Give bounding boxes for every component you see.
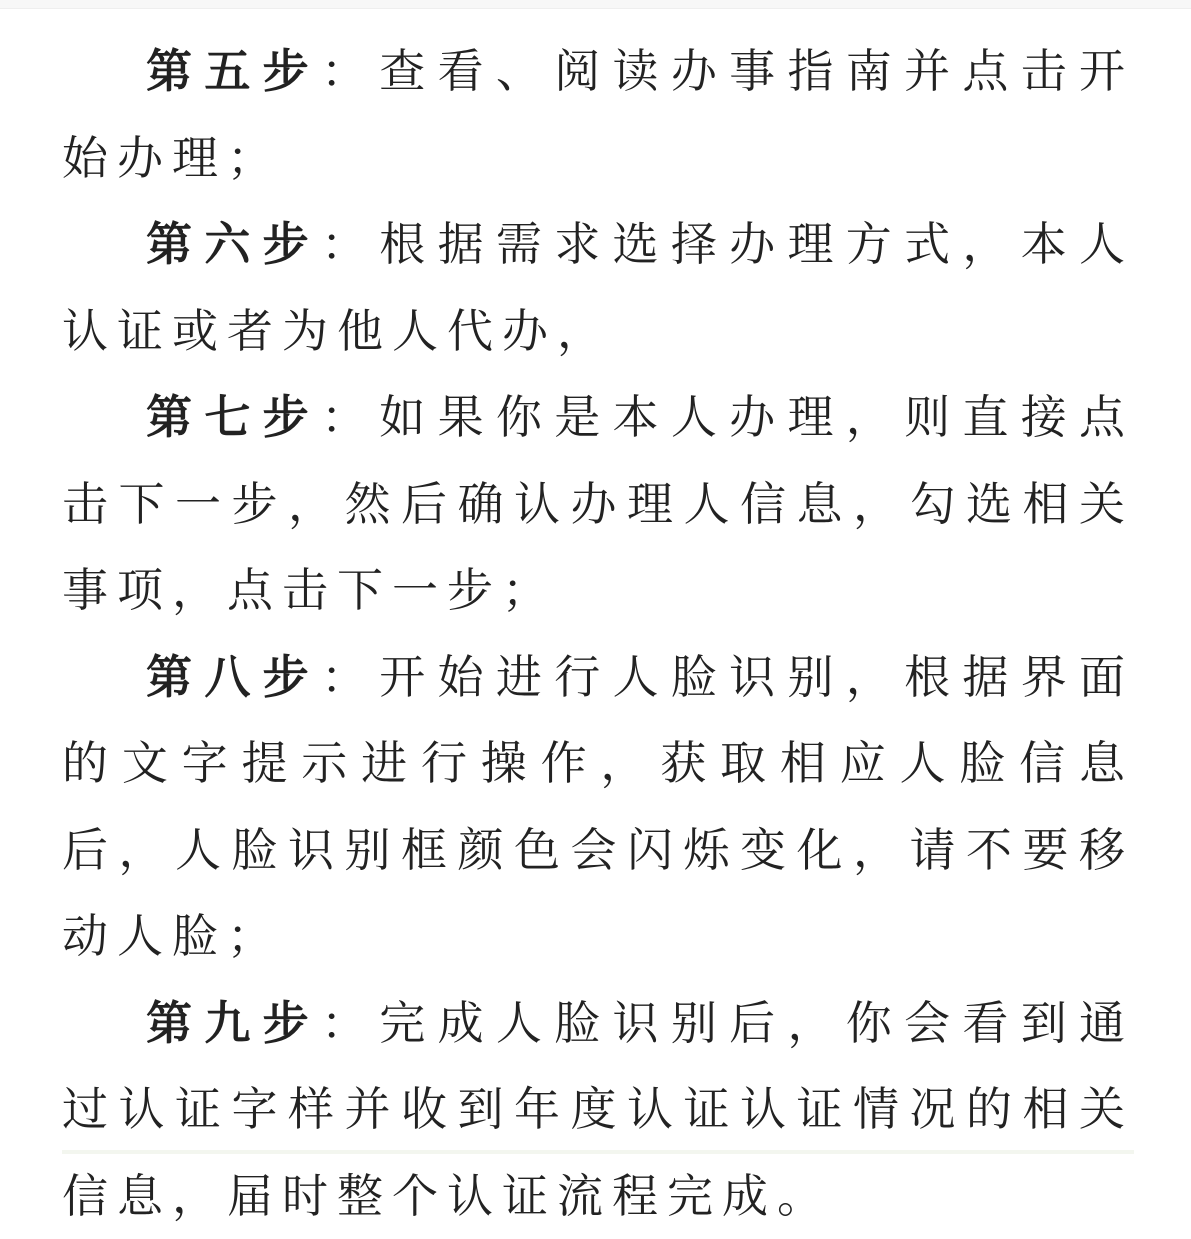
step-8-paragraph xyxy=(62,634,1134,980)
step-5-paragraph xyxy=(62,28,1134,201)
step-5-text: 查看、阅读办事指南并点击开始办理； xyxy=(62,44,1134,185)
step-8-text: 开始进行人脸识别，根据界面的文字提示进行操作，获取相应人脸信息后，人脸识别框颜色会闪烁变化，请不要移动人脸； xyxy=(62,650,1134,964)
step-5-separator: ： xyxy=(321,44,379,98)
article-body xyxy=(62,28,1134,1239)
step-8-label: 第八步 xyxy=(146,650,321,704)
step-9-label: 第九步 xyxy=(146,996,321,1050)
step-9-text: 完成人脸识别后，你会看到通过认证字样并收到年度认证认证情况的相关信息，届时整个认证流程完成。 xyxy=(62,996,1134,1223)
step-6-separator: ： xyxy=(321,217,379,271)
top-divider xyxy=(0,0,1191,9)
step-6-label: 第六步 xyxy=(146,217,321,271)
step-6-paragraph xyxy=(62,201,1134,374)
step-7-label: 第七步 xyxy=(146,390,321,444)
step-7-text: 如果你是本人办理，则直接点击下一步，然后确认办理人信息，勾选相关事项，点击下一步； xyxy=(62,390,1134,617)
step-9-paragraph xyxy=(62,980,1134,1239)
step-8-separator: ： xyxy=(321,650,379,704)
step-5-label: 第五步 xyxy=(146,44,321,98)
step-7-separator: ： xyxy=(321,390,379,444)
step-9-separator: ： xyxy=(321,996,379,1050)
bottom-divider xyxy=(62,1150,1134,1154)
step-6-text: 根据需求选择办理方式，本人认证或者为他人代办， xyxy=(62,217,1134,358)
step-7-paragraph xyxy=(62,374,1134,634)
